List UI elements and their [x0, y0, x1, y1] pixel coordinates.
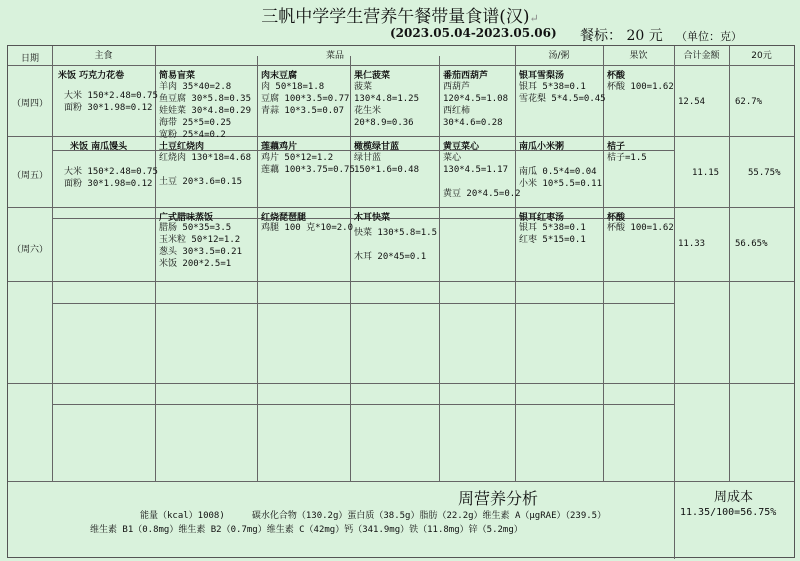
meal-standard: 餐标： 20 元 [580, 28, 663, 44]
dish-name: 木耳快菜 [354, 213, 391, 223]
day-label: （周六） [11, 245, 48, 255]
staple-name: 米饭 南瓜馒头 [70, 142, 128, 152]
dish-detail: 菠菜 130*4.8=1.25 花生米 20*8.9=0.36 [354, 82, 420, 128]
date-range: (2023.05.04-2023.05.06) [390, 26, 557, 40]
fruit-name: 杯酸 [607, 71, 626, 81]
analysis-title: 周营养分析 [458, 489, 539, 508]
day-label: （周五） [11, 171, 48, 181]
analysis-line-1: 能量（kcal）1008) 碳水化合物（130.2g）蛋白质（38.5g）脂肪（22.2g）维生素 A（μgRAE）（239.5） [140, 511, 607, 521]
staple-name: 米饭 巧克力花卷 [58, 71, 125, 81]
percent: 56.65% [735, 239, 768, 249]
dish-name: 黄豆菜心 [443, 142, 480, 152]
total-amount: 12.54 [678, 97, 706, 107]
header-20yuan: 20元 [751, 51, 772, 61]
dish-name: 土豆红烧肉 [159, 142, 205, 152]
soup-name: 银耳雪梨汤 [519, 71, 565, 81]
dish-name: 莲藕鸡片 [261, 142, 298, 152]
fruit-detail: 杯酸 100=1.62 [607, 223, 674, 233]
cost-value: 11.35/100=56.75% [680, 507, 777, 518]
soup-detail: 银耳 5*38=0.1 雪花梨 5*4.5=0.45 [519, 82, 606, 104]
header-dishes: 菜品 [325, 51, 344, 61]
total-amount: 11.15 [692, 168, 720, 178]
dish-detail: 西葫芦 120*4.5=1.08 西红柿 30*4.6=0.28 [443, 82, 509, 128]
dish-detail: 绿甘蓝 150*1.6=0.48 [354, 153, 420, 175]
dish-detail: 肉 50*18=1.8 豆腐 100*3.5=0.77 青蒜 10*3.5=0.07 [261, 82, 350, 116]
dish-detail: 红烧肉 130*18=4.68 土豆 20*3.6=0.15 [159, 153, 252, 187]
header-soup: 汤/粥 [548, 51, 570, 61]
staple-detail: 大米 150*2.48=0.75 面粉 30*1.98=0.12 [64, 91, 158, 113]
percent: 62.7% [735, 97, 763, 107]
soup-name: 银耳红枣汤 [519, 213, 565, 223]
menu-table [7, 45, 795, 558]
fruit-detail: 桔子=1.5 [607, 153, 647, 163]
fruit-detail: 杯酸 100=1.62 [607, 82, 674, 92]
dish-name: 番茄西葫芦 [443, 71, 489, 81]
dish-name: 广式腊味蒸饭 [159, 213, 214, 223]
header-staple: 主食 [94, 51, 113, 61]
dish-detail: 菜心 130*4.5=1.17 黄豆 20*4.5=0.2 [443, 153, 521, 199]
fruit-name: 桔子 [607, 142, 626, 152]
soup-detail: 银耳 5*38=0.1 红枣 5*15=0.1 [519, 223, 586, 245]
soup-name: 南瓜小米粥 [519, 142, 565, 152]
header-fruit: 果饮 [629, 51, 648, 61]
cost-title: 周成本 [714, 490, 754, 505]
header-total: 合计金额 [683, 51, 720, 61]
dish-detail: 腊肠 50*35=3.5 玉米粒 50*12=1.2 葱头 30*3.5=0.21 米饭 200*2.5=1 [159, 223, 243, 269]
dish-detail: 羊肉 35*40=2.8 鱼豆腐 30*5.8=0.35 娃娃菜 30*4.8=0.29 海带 25*5=0.25 宽粉 25*4=0.2 [159, 82, 252, 140]
dish-name: 果仁菠菜 [354, 71, 391, 81]
paragraph-mark-icon: ↵ [529, 12, 539, 25]
page-title: 三帆中学学生营养午餐带量食谱(汉)↵ [261, 7, 539, 27]
staple-detail: 大米 150*2.48=0.75 面粉 30*1.98=0.12 [64, 167, 158, 189]
dish-detail: 鸡片 50*12=1.2 莲藕 100*3.75=0.75 [261, 153, 355, 175]
soup-detail: 南瓜 0.5*4=0.04 小米 10*5.5=0.11 [519, 167, 603, 189]
dish-name: 肉末豆腐 [261, 71, 298, 81]
dish-name: 简易盲菜 [159, 71, 196, 81]
dish-name: 橄榄绿甘蓝 [354, 142, 400, 152]
analysis-line-2: 维生素 B1（0.8mg）维生素 B2（0.7mg）维生素 C（42mg）钙（341.9mg）铁（11.8mg）锌（5.2mg） [90, 525, 523, 535]
header-date: 日期 [20, 54, 39, 64]
dish-detail: 鸡腿 100 克*10=2.0 [261, 223, 354, 233]
dish-detail: 快菜 130*5.8=1.5 木耳 20*45=0.1 [354, 228, 438, 262]
dish-name: 红烧琵琶腿 [261, 213, 307, 223]
day-label: （周四） [11, 99, 48, 109]
fruit-name: 杯酸 [607, 213, 626, 223]
unit-label: （单位：克） [676, 30, 742, 43]
total-amount: 11.33 [678, 239, 706, 249]
percent: 55.75% [748, 168, 781, 178]
